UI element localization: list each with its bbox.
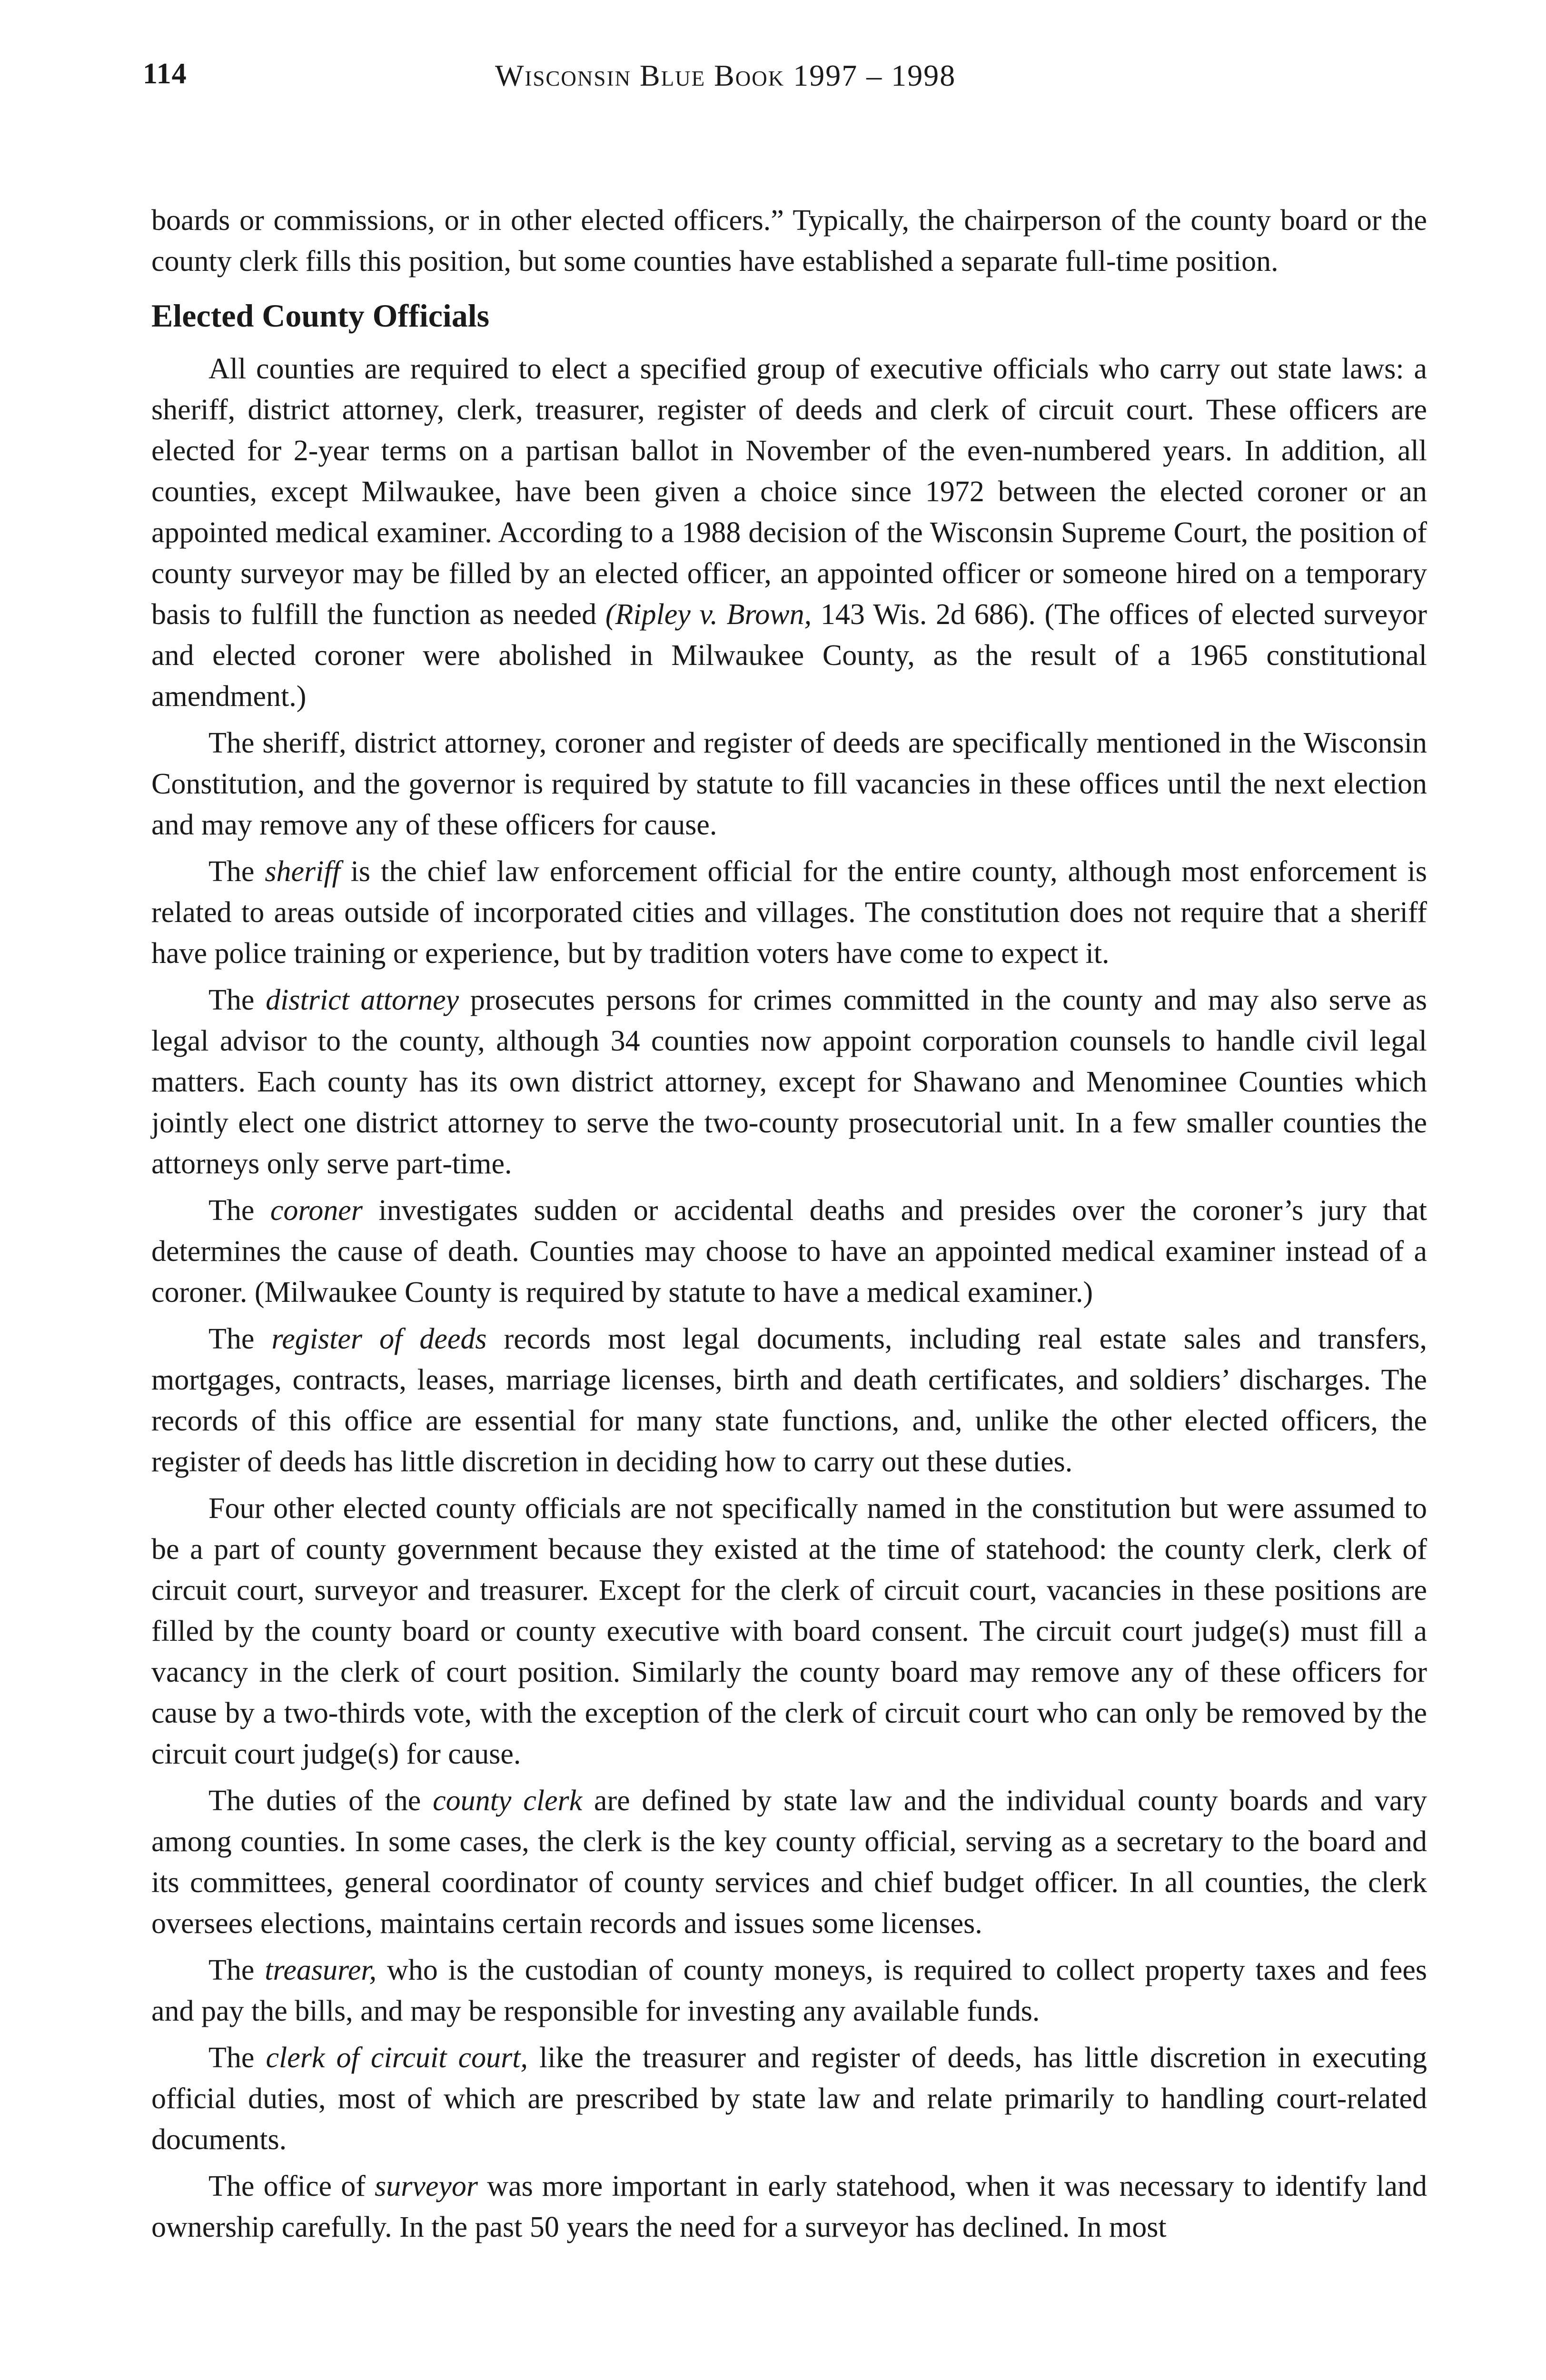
page-body	[151, 200, 1427, 2253]
paragraph-elected-officials	[151, 348, 1427, 717]
paragraph-text: records most legal documents, including real estate sales and transfers, mortgages, contracts, leases, marriage licenses, birth and death certificates, and soldiers’ discharges. The records of this office are essential for many state functions, and, unlike the other elected officers, the register of deeds has little discretion in deciding how to carry out these duties.	[151, 1323, 1427, 1478]
term-surveyor: surveyor	[375, 2170, 478, 2202]
page-number: 114	[143, 58, 187, 90]
paragraph-text: who is the custodian of county moneys, is required to collect property taxes and fees and pay the bills, and may be responsible for investing any available funds.	[151, 1954, 1427, 2027]
case-citation: (Ripley v. Brown,	[605, 598, 812, 631]
paragraph-text: The	[208, 855, 265, 888]
paragraph-coroner	[151, 1190, 1427, 1313]
term-sheriff: sheriff	[265, 855, 340, 888]
paragraph-treasurer	[151, 1950, 1427, 2032]
paragraph-sheriff	[151, 851, 1427, 974]
section-heading: Elected County Officials	[151, 298, 490, 334]
term-treasurer: treasurer,	[265, 1954, 377, 1986]
paragraph-text: The	[208, 2042, 266, 2074]
paragraph-text: is the chief law enforcement official for the entire county, although most enforcement is related to areas outside of incorporated cities and villages. The constitution does not require that a sheriff have police training or experience, but by tradition voters have come to expect it.	[151, 855, 1427, 970]
paragraph-text: The office of	[208, 2170, 375, 2202]
paragraph-clerk-of-circuit-court	[151, 2037, 1427, 2160]
paragraph-text: like the treasurer and register of deeds, has little discretion in executing official duties, most of which are prescribed by state law and relate primarily to handling court-related documents.	[151, 2042, 1427, 2156]
term-coroner: coroner	[270, 1194, 363, 1227]
running-title: Wisconsin Blue Book 1997 – 1998	[495, 59, 956, 92]
paragraph-text: The	[208, 984, 266, 1016]
paragraph-text: 143 Wis. 2d 686). (The offices of elected surveyor and elected coroner were abolished in Milwaukee County, as the result of a 1965 constitutional amendment.)	[151, 598, 1427, 713]
paragraph-text: was more important in early statehood, when it was necessary to identify land ownership carefully. In the past 50 years the need for a surveyor has declined. In most	[151, 2170, 1427, 2243]
term-county-clerk: county clerk	[433, 1785, 583, 1817]
paragraph-surveyor	[151, 2166, 1427, 2248]
paragraph-district-attorney	[151, 980, 1427, 1184]
paragraph-text: All counties are required to elect a specified group of executive officials who carry out state laws: a sheriff, district attorney, clerk, treasurer, register of deeds and clerk of circuit court. These officers are elected for 2-year terms on a partisan ballot in November of the even-numbered years. In addition, all counties, except Milwaukee, have been given a choice since 1972 between the elected coroner or an appointed medical examiner. According to a 1988 decision of the Wisconsin Supreme Court, the position of county surveyor may be filled by an elected officer, an appointed officer or someone hired on a temporary basis to fulfill the function as needed	[151, 353, 1427, 631]
paragraph-text: The	[208, 1323, 272, 1355]
paragraph-text: prosecutes persons for crimes committed in the county and may also serve as legal advisor to the county, although 34 counties now appoint corporation counsels to handle civil legal matters. Each county has its own district attorney, except for Shawano and Menominee Counties which jointly elect one district attorney to serve the two-county prosecutorial unit. In a few smaller counties the attorneys only serve part-time.	[151, 984, 1427, 1180]
paragraph-text: The	[208, 1194, 270, 1227]
paragraph-text: are defined by state law and the individual county boards and vary among counties. In some cases, the clerk is the key county official, serving as a secretary to the board and its committees, general coordinator of county services and chief budget officer. In all counties, the clerk oversees elections, maintains certain records and issues some licenses.	[151, 1785, 1427, 1940]
paragraph-county-clerk	[151, 1780, 1427, 1944]
paragraph-text: investigates sudden or accidental deaths and presides over the coroner’s jury that determines the cause of death. Counties may choose to have an appointed medical examiner instead of a coroner. (Milwaukee County is required by statute to have a medical examiner.)	[151, 1194, 1427, 1309]
term-district-attorney: district attorney	[266, 984, 459, 1016]
paragraph-text: The	[208, 1954, 265, 1986]
paragraph-constitution: The sheriff, district attorney, coroner and register of deeds are specifically mentioned in the Wisconsin Constitution, and the governor is required by statute to fill vacancies in these offices until the next election and may remove any of these officers for cause.	[151, 727, 1427, 841]
paragraph-register-of-deeds	[151, 1319, 1427, 1482]
paragraph-text: The duties of the	[208, 1785, 433, 1817]
paragraph-other-officials: Four other elected county officials are not specifically named in the constitution but were assumed to be a part of county government because they existed at the time of statehood: the county clerk, clerk of circuit court, surveyor and treasurer. Except for the clerk of circuit court, vacancies in these positions are filled by the county board or county executive with board consent. The circuit court judge(s) must fill a vacancy in the clerk of court position. Similarly the county board may remove any of these officers for cause by a two-thirds vote, with the exception of the clerk of circuit court who can only be removed by the circuit court judge(s) for cause.	[151, 1492, 1427, 1770]
term-clerk-of-circuit-court: clerk of circuit court,	[266, 2042, 528, 2074]
term-register-of-deeds: register of deeds	[271, 1323, 487, 1355]
intro-paragraph: boards or commissions, or in other elected officers.” Typically, the chairperson of the county board or the county clerk fills this position, but some counties have established a separate full-time position.	[151, 204, 1427, 278]
